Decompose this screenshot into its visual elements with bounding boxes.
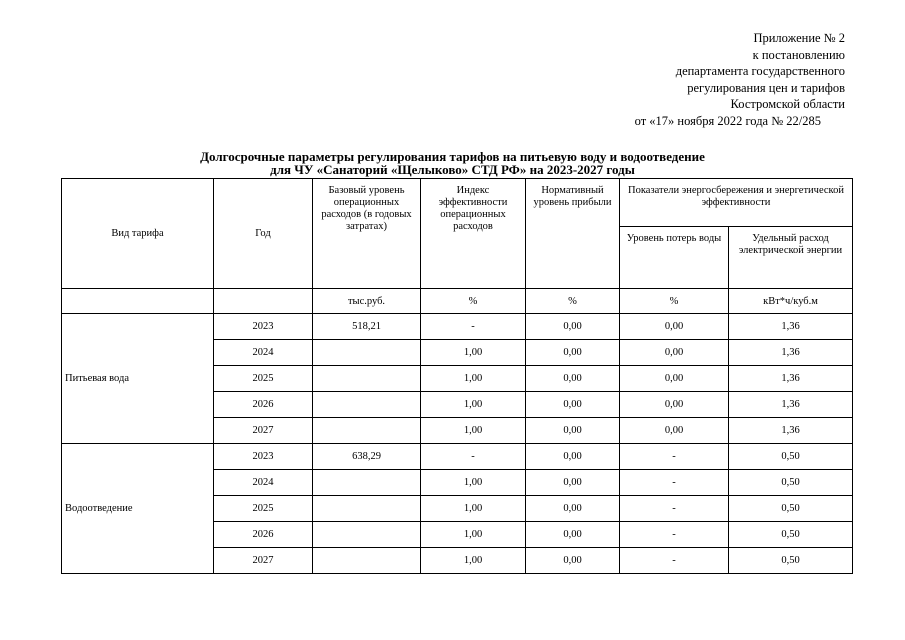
table-row	[62, 444, 853, 470]
profit-cell: 0,00	[526, 496, 620, 522]
year-cell: 2026	[214, 392, 313, 418]
tariff-type-cell: Питьевая вода	[62, 314, 214, 444]
title-line-2: для ЧУ «Санаторий «Щелыково» СТД РФ» на 2023-2027 годы	[270, 162, 635, 177]
year-cell: 2024	[214, 340, 313, 366]
year-cell: 2023	[214, 314, 313, 340]
unit-electricity: кВт*ч/куб.м	[729, 289, 853, 314]
appendix-line: Костромской области	[730, 97, 845, 111]
base-cell: 518,21	[313, 314, 421, 340]
elec-cell: 1,36	[729, 366, 853, 392]
index-cell: 1,00	[421, 340, 526, 366]
unit-water-loss: %	[620, 289, 729, 314]
year-cell: 2023	[214, 444, 313, 470]
year-cell: 2024	[214, 470, 313, 496]
year-cell: 2025	[214, 366, 313, 392]
index-cell: 1,00	[421, 548, 526, 574]
loss-cell: 0,00	[620, 340, 729, 366]
unit-efficiency-index: %	[421, 289, 526, 314]
year-cell: 2027	[214, 418, 313, 444]
table-body	[62, 314, 853, 574]
base-cell	[313, 340, 421, 366]
elec-cell: 0,50	[729, 444, 853, 470]
appendix-line: к постановлению	[752, 47, 845, 62]
elec-cell: 0,50	[729, 548, 853, 574]
appendix-date-line: от «17» ноября 2022 года № 22/285	[634, 113, 821, 128]
elec-cell: 0,50	[729, 496, 853, 522]
title-line-1: Долгосрочные параметры регулирования тарифов на питьевую воду и водоотведение	[200, 149, 705, 164]
unit-base-level: тыс.руб.	[313, 289, 421, 314]
loss-cell: 0,00	[620, 392, 729, 418]
year-cell: 2026	[214, 522, 313, 548]
table-row	[62, 314, 853, 340]
year-cell: 2025	[214, 496, 313, 522]
header-base-level: Базовый уровень операционных расходов (в годовых затратах)	[313, 179, 421, 289]
profit-cell: 0,00	[526, 522, 620, 548]
appendix-line: регулирования цен и тарифов	[687, 80, 845, 95]
loss-cell: -	[620, 470, 729, 496]
index-cell: 1,00	[421, 366, 526, 392]
base-cell: 638,29	[313, 444, 421, 470]
loss-cell: 0,00	[620, 314, 729, 340]
elec-cell: 0,50	[729, 470, 853, 496]
index-cell: 1,00	[421, 496, 526, 522]
loss-cell: -	[620, 444, 729, 470]
elec-cell: 1,36	[729, 314, 853, 340]
base-cell	[313, 548, 421, 574]
appendix-line: департамента государственного	[675, 64, 845, 78]
profit-cell: 0,00	[526, 444, 620, 470]
base-cell	[313, 470, 421, 496]
header-energy-group: Показатели энергосбережения и энергетической эффективности	[620, 179, 853, 227]
profit-cell: 0,00	[526, 314, 620, 340]
base-cell	[313, 522, 421, 548]
loss-cell: -	[620, 548, 729, 574]
elec-cell: 1,36	[729, 392, 853, 418]
profit-cell: 0,00	[526, 548, 620, 574]
base-cell	[313, 496, 421, 522]
index-cell: 1,00	[421, 470, 526, 496]
header-year: Год	[214, 179, 313, 289]
base-cell	[313, 418, 421, 444]
tariff-parameters-table	[61, 178, 853, 574]
year-cell: 2027	[214, 548, 313, 574]
loss-cell: 0,00	[620, 418, 729, 444]
elec-cell: 1,36	[729, 418, 853, 444]
profit-cell: 0,00	[526, 470, 620, 496]
base-cell	[313, 366, 421, 392]
profit-cell: 0,00	[526, 340, 620, 366]
loss-cell: 0,00	[620, 366, 729, 392]
loss-cell: -	[620, 522, 729, 548]
tariff-type-cell: Водоотведение	[62, 444, 214, 574]
header-water-loss: Уровень потерь воды	[620, 227, 729, 289]
base-cell	[313, 392, 421, 418]
index-cell: -	[421, 314, 526, 340]
unit-normative-profit: %	[526, 289, 620, 314]
header-electricity: Удельный расход электрической энергии	[729, 227, 853, 289]
elec-cell: 1,36	[729, 340, 853, 366]
elec-cell: 0,50	[729, 522, 853, 548]
document-title	[0, 150, 905, 176]
appendix-block	[635, 30, 845, 129]
header-normative-profit: Нормативный уровень прибыли	[526, 179, 620, 289]
profit-cell: 0,00	[526, 418, 620, 444]
index-cell: 1,00	[421, 522, 526, 548]
index-cell: 1,00	[421, 392, 526, 418]
header-tariff-type: Вид тарифа	[62, 179, 214, 289]
profit-cell: 0,00	[526, 366, 620, 392]
profit-cell: 0,00	[526, 392, 620, 418]
appendix-line: Приложение № 2	[753, 31, 845, 45]
index-cell: 1,00	[421, 418, 526, 444]
loss-cell: -	[620, 496, 729, 522]
index-cell: -	[421, 444, 526, 470]
header-efficiency-index: Индекс эффективности операционных расходов	[421, 179, 526, 289]
